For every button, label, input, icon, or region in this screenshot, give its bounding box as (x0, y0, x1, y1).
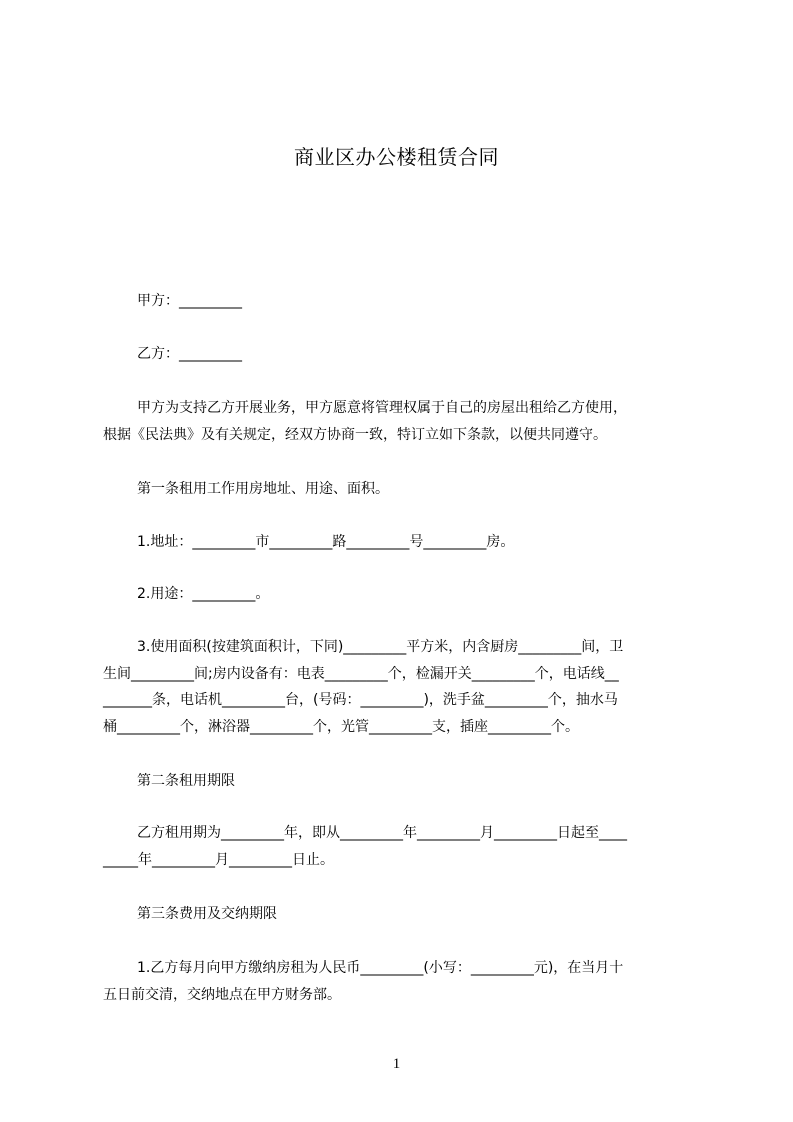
article-2-heading: 第二条租用期限 (137, 773, 235, 789)
party-a-line: 甲方：_________ (137, 293, 242, 309)
intro-line-1: 甲方为支持乙方开展业务，甲方愿意将管理权属于自己的房屋出租给乙方使用， (137, 400, 627, 416)
intro-line-2: 根据《民法典》及有关规定，经双方协商一致，特订立如下条款，以便共同遵守。 (103, 426, 607, 443)
document-title: 商业区办公楼租赁合同 (294, 145, 499, 169)
article-1-item-address: 1.地址：_________市_________路_________号_________房。 (137, 534, 515, 550)
article-3-item-rent (103, 955, 703, 1008)
article-3-heading: 第三条费用及交纳期限 (137, 906, 277, 922)
article-1-item-usage: 2.用途：_________。 (137, 586, 270, 602)
article-1-heading: 第一条租用工作用房地址、用途、面积。 (137, 481, 389, 497)
term-line-2: _____年_________月_________日止。 (103, 851, 334, 868)
area-line-3: _______条，电话机_________台，(号码：_________)，洗手盆_________个，抽水马 (103, 692, 618, 708)
article-1-item-area (103, 634, 703, 740)
party-b-line: 乙方：_________ (137, 346, 242, 362)
article-2-term (103, 820, 703, 873)
area-line-4: 桶_________个，淋浴器_________个，光管_________支，插座_________个。 (103, 718, 579, 735)
rent-line-1: 1.乙方每月向甲方缴纳房租为人民币_________(小写：_________元)，在当月十 (137, 960, 624, 976)
page-number: 1 (392, 1056, 401, 1072)
term-line-1: 乙方租用期为_________年，即从_________年_________月_________日起至____ (137, 825, 627, 841)
area-line-2: 生间_________间;房内设备有：电表_________个，检漏开关_________个，电话线__ (103, 665, 619, 682)
rent-line-2: 五日前交清，交纳地点在甲方财务部。 (103, 986, 341, 1003)
intro-paragraph (103, 395, 703, 448)
area-line-1: 3.使用面积(按建筑面积计，下同)_________平方米，内含厨房_________间，卫 (137, 639, 624, 655)
